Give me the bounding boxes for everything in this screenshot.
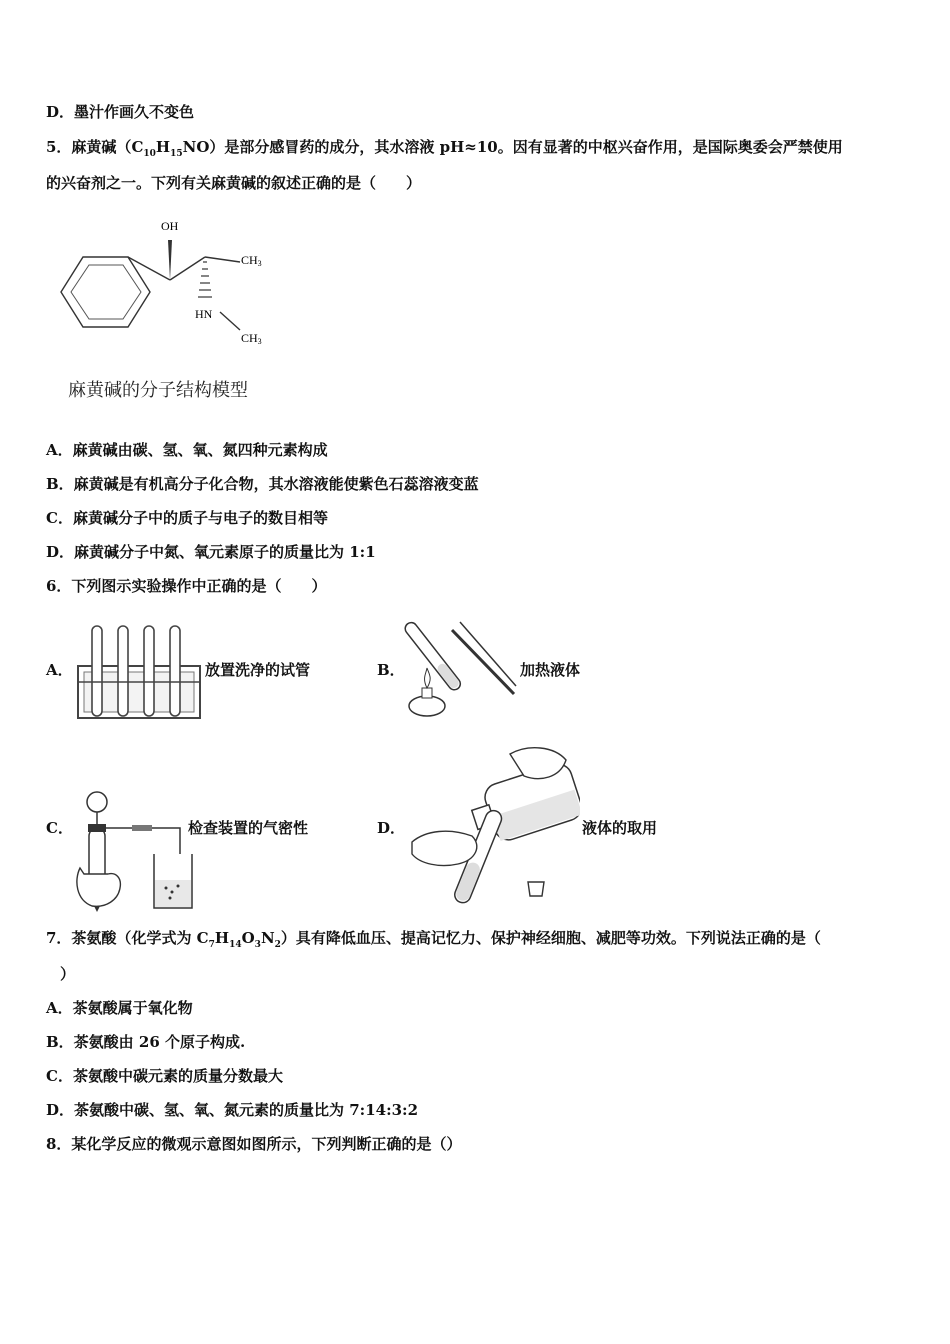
q7-stem-line1: 7．茶氨酸（化学式为 $C_7H_{14}O_3N_2$）具有降低血压、提高记忆力、保护神经细胞、减肥等功效。下列说法正确的是（ (46, 929, 821, 950)
q6-c-caption: 检查装置的气密性 (188, 819, 309, 837)
q6-b-letter: B． (377, 661, 405, 679)
q6-a-letter: A． (46, 661, 73, 679)
q8-stem: 8．某化学反应的微观示意图如图所示，下列判断正确的是（） (46, 1135, 462, 1153)
q5-option-a: A．麻黄碱由碳、氢、氧、氮四种元素构成 (46, 441, 328, 459)
q6-c-letter: C． (46, 819, 73, 837)
q5-stem-line1: 5．麻黄碱$(C_{10}H_{15}NO)$是部分感冒药的成分，其水溶液 pH≈10。因有显著的中枢兴奋作用，是国际奥委会严禁使用 (46, 138, 843, 159)
ephedrine-structure-figure (55, 212, 285, 362)
q7-stem-line2: ） (60, 965, 76, 983)
q5-stem-line2: 的兴奋剂之一。下列有关麻黄碱的叙述正确的是（ ） (46, 174, 422, 192)
q7-option-b: B．茶氨酸由 26 个原子构成. (46, 1033, 246, 1051)
liquid-pouring-figure (410, 742, 580, 912)
q5-option-b: B．麻黄碱是有机高分子化合物，其水溶液能使紫色石蕊溶液变蓝 (46, 475, 479, 493)
heating-liquid-figure (402, 608, 520, 726)
q6-d-letter: D． (377, 819, 406, 837)
q6-d-caption: 液体的取用 (582, 819, 658, 837)
q7-option-c: C．茶氨酸中碳元素的质量分数最大 (46, 1067, 283, 1085)
structure-caption: 麻黄碱的分子结构模型 (68, 380, 248, 401)
label-ch3-top: CH3 (241, 253, 262, 268)
test-tube-rack-figure (74, 622, 204, 724)
beaker-figure (150, 852, 196, 912)
benzene-ring (61, 257, 150, 327)
q7-option-a: A．茶氨酸属于氧化物 (46, 999, 193, 1017)
q4-option-d: D．墨汁作画久不变色 (46, 103, 195, 121)
q6-stem: 6．下列图示实验操作中正确的是（ ） (46, 577, 327, 595)
q6-a-caption: 放置洗净的试管 (205, 661, 311, 679)
label-hn: HN (195, 307, 213, 321)
q5-option-c: C．麻黄碱分子中的质子与电子的数目相等 (46, 509, 328, 527)
q6-b-caption: 加热液体 (520, 661, 581, 679)
label-ch3-bottom: CH3 (241, 331, 262, 346)
q5-option-d: D．麻黄碱分子中氮、氧元素原子的质量比为 1:1 (46, 543, 376, 561)
q7-option-d: D．茶氨酸中碳、氢、氧、氮元素的质量比为 7:14:3:2 (46, 1101, 419, 1119)
label-oh: OH (161, 219, 179, 233)
